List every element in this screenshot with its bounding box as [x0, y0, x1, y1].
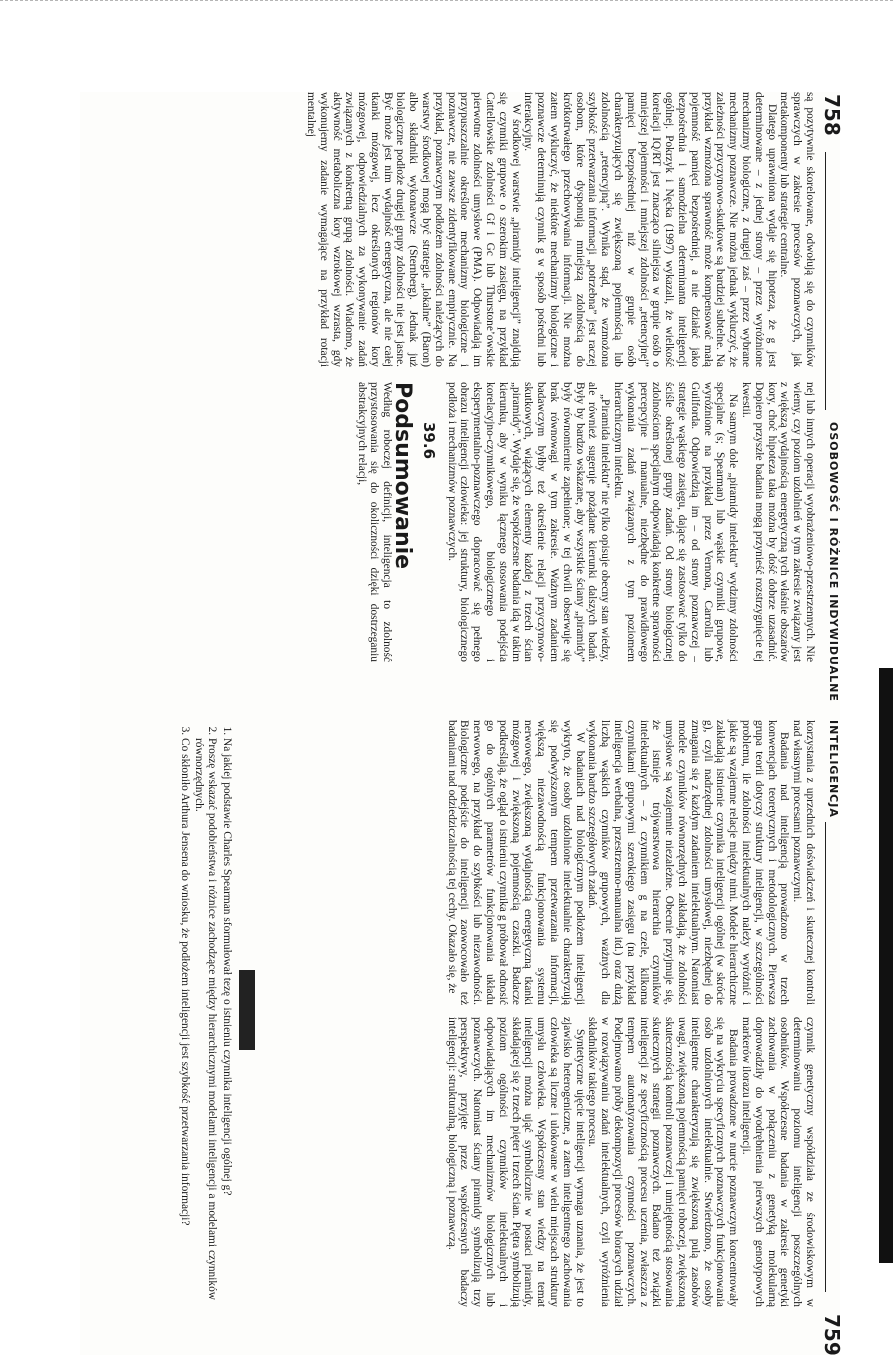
- right-page-column-1: [445, 720, 816, 1005]
- scan-edge: [0, 0, 893, 2]
- page-number-left: 758: [820, 94, 844, 136]
- paragraph: Według roboczej definicji, inteligencja to zdolność przystosowania się do okoliczności dzięki dostrzeganiu abstrakcyjnych relacji,: [355, 382, 394, 662]
- paragraph: W środkowej warstwie „piramidy inteligencji” znajdują się czynniki grupowe o szerokim zasięgu, na przykład Cattellowskie zdolności Gf i Gc lub Thurstone’owskie pierwotne zdolności umysłowe (PMA). Odpowiadają im przypuszczalnie określone mechanizmy biologiczne i poznawcze, nie zawsze zidentyfikowane empirycznie. Na przykład, poznawczym podłożem zdolności należących do warstwy środkowej mogą być strategie „lokalne” (Baron) albo składniki wykonawcze (Sternberg). Jednak już biologiczne podłoże drugiej grupy zdolności nie jest jasne. Być może jest nim wydajność energetyczna, ale nie całej tkanki mózgowej, lecz określonych regionów kory mózgowej, odpowiedzialnych za wykonywanie zadań związanych z konkretną grupą zdolności. Wiadomo, że aktywność metaboliczna kory wzrokowej wzrasta, gdy wykonujemy zadanie wymagające na przykład rotacji mentalnej: [304, 92, 522, 367]
- review-questions: [176, 720, 255, 1300]
- page-number-right: 759: [820, 1314, 844, 1356]
- paragraph: Dlatego uprawniona wydaje się hipoteza, że g jest determinowane – z jednej strony – przez wyróżnione mechanizmy biologiczne, z drugiej zaś – przez wybrane mechanizmy poznawcze. Nie można jednak wykluczyć, że zależności przyczynowo-skutkowe są bardziej subtelne. Na przykład wzmożona sprawność może kompensować małą pojemność pamięci bezpośredniej, a nie działać jako bezpośrednia i samodzielna determinanta inteligencji ogólnej. Pokrzyk i Nęcka (1997) wykazali, że wielkość korelacji IQ/RT jest znacząco silniejsza w grupie osób o mniejszej pojemności i mniejszej zdolności „retencyjnej” pamięci bezpośredniej niż w grupie osób charakteryzujących się zwiększoną pojemnością lub zdolnością „retencyjną”. Wynika stąd, że wzmożona szybkość przetwarzania informacji „potrzebna” jest raczej osobom, które dysponują mniejszą zdolnością do krótkotrwałego przechowywania informacji. Nie można zatem wykluczyć, że niektóre mechanizmy biologiczne i poznawcze determinują czynnik g w sposób pośredni lub interakcyjny.: [522, 92, 778, 367]
- paragraph: Badania prowadzone w nurcie poznawczym koncentrowały się na wykryciu specyficznych poznawczych funkcjonowania osób uzdolnionych intelektualnie. Stwierdzono, że osoby inteligentne charakteryzują się zwiększoną pulą zasobów uwagi, zwiększoną pojemnością pamięci roboczej, zwiększoną skutecznością kontroli poznawczej i umiejętnością stosowania skutecznych strategii poznawczych. Badano też związki inteligencji ze specyficznością procesu uczenia, zwłaszcza z tempem automatyzowania czynności poznawczych. Podejmowano próby dekompozycji procesów bioracych udział w rozwiązywaniu zadań intelektualnych, czyli wyróżnienia składników takiego procesu.: [586, 1017, 740, 1307]
- left-page-column-2: [355, 382, 816, 662]
- right-page-column-2: [445, 1017, 816, 1307]
- running-head-right: INTELIGENCJA: [827, 720, 840, 818]
- paragraph: Badania nad inteligencją prowadzono w trzech konwencjach teoretycznych i metodologicznych. Pierwsza grupa teorii dotyczy struktury inteligencji, w szczególności problemu, ile zdolności intelektualnych należy wyróżnić i jakie są wzajemne relacje między nimi. Modele hierarchiczne zakładają istnienie czynnika inteligencji ogólnej (w skrócie g), czyli nadrzędnej zdolności umysłowej, niezbędnej do zmagania się z każdym zadaniem intelektualnym. Natomiast modele czynników równorzędnych zakładają, że zdolności umysłowe są wzajemnie niezależne. Obecnie przyjmuje się, że istnieje trójwarstwowa hierarchia czynników intelektualnych – z czynnikiem g na czele, kilkoma czynnikami grupowymi szerokiego zasięgu (na przykład inteligencja werbalna, przestrzenno-manualna itd.) oraz dużą liczbą wąskich czynników grupowych, ważnych dla wykonania bardzo szczegółowych zadań.: [586, 720, 791, 1005]
- running-head-left: OSOBOWOŚĆ I RÓŻNICE INDYWIDUALNE: [827, 422, 840, 702]
- paragraph: Na samym dole „piramidy intelektu” wydzimy zdolności specjalne (s; Spearman) lub wąskie czynniki grupowe, wyróżnione na przykład przez Vernona, Carrolla lub Guilforda. Odpowiedzią im – od strony poznawczej – strategie wąskiego zasięgu, dające się zastosować tylko do ściśle określonej grupy zadań. Od strony biologicznej zdolnościom specjalnym odpowiadają konkretne sprawności percepcyjne i manualne, niezbędne do prawidłowego wykonania zadań związanych z tym poziomem hierarchicznym intelektu.: [612, 382, 740, 662]
- section-number: 39.6: [419, 422, 438, 460]
- paragraph: „Piramida intelektu” nie tylko opisuje obecny stan wiedzy, ale również sugeruje pożądane kierunki dalszych badań. Były by bardzo wskazane, aby wszystkie ściany „piramidy” były równomiernie zapełnione; w tej chwili obserwuje się brak równowagi w tym zakresie. Ważnym zadaniem badawczym byłby też określenie relacji przyczynowo-skutkowych, wiążących elementy każdej z trzech ścian „piramidy”. Wydaje się, że współczesne badania idą w takim kierunku, aby w wyniku łącznego stosowania podejścia korelacyjno-czynnikowego, biologicznego i eksperymentalno-poznawczego dopracować się pełnego obrazu inteligencji człowieka: jej struktury, biologicznego podłoża i mechanizmów poznawczych.: [445, 382, 612, 662]
- paragraph: są pozytywnie skorelowane, odwołują się do czynników sprawczych w zakresie procesów poznawczych, jak metakomponenty lub strategie centralne.: [778, 92, 816, 367]
- question-item: 1. Na jakiej podstawie Charles Spearman sformułował tezę o istnieniu czynnika inteligencji ogólnej g?: [220, 738, 233, 1300]
- question-item: 2. Proszę wskazać podobieństwa i różnice zachodzące między hierarchicznymi modelami inteligencji a modelami czynników równorzędnych.: [193, 738, 219, 1300]
- paragraph: Syntetyczne ujęcie inteligencji wymaga uznania, że jest to zjawisko heterogeniczne, a zatem inteligentnego zachowania człowieka są liczne i ulokowane w wielu miejscach struktury umysłu człowieka. Współczesny stan wiedzy na temat inteligencji można ująć symbolicznie w postaci piramidy, składającej się z trzech pięter i trzech ścian. Piętra symbolizują poziom ogólności czynników intelektualnych i odpowiadających im mechanizmów biologicznych lub poznawczych. Natomiast ściany piramidy symbolizują trzy perspektywy, przyjęte przez współczesnych badaczy inteligencji: strukturalną, biologiczną i poznawczą.: [445, 1017, 586, 1307]
- questions-list: [178, 720, 233, 1300]
- scan-binding-shadow: [879, 668, 893, 1263]
- section-title: Podsumowanie: [390, 382, 416, 570]
- paragraph: W badaniach nad biologicznym podłożem inteligencji wykryto, że osoby uzdolnione intelektualnie charakteryzują się podwyższonym tempem przetwarzania informacji, większą niezawodnością funkcjonowania systemu nerwowego, zwiększoną wydajnością energetyczną tkanki mózgowej i zwiększoną pojemnością czaszki. Badacze podkreślają, że ogląd o istnieniu czynnika g próbował odnosić go do ogólnych parametrów funkcjonowania układu nerwowego, na przykład do szybkości lub niezawodności. Biologiczne podejście do inteligencji zaowocowało też badaniami nad odziedziczalnością tej cechy. Okazało się, że: [445, 720, 586, 1005]
- paragraph: korzystania z uprzednich doświadczeń i skutecznej kontroli nad własnymi procesami poznawczymi.: [791, 720, 816, 1005]
- header-rule-left: [825, 152, 826, 410]
- book-spread: [80, 92, 844, 1356]
- paragraph: nej lub innych operacji wyobrażeniowo-przestrzennych. Nie wiemy, czy poziom uzdolnień w tym zakresie związany jest z większą wydajnością energetyczną tych właśnie obszarów kory, choć hipoteza taka można by dość dobrze uzasadnić. Dopiero przyszłe badania mogą przynieść rozstrzygnięcie tej kwestii.: [740, 382, 816, 662]
- left-page-column-1: [304, 92, 816, 367]
- questions-label-bar: [239, 970, 255, 1050]
- paragraph: czynnik genetyczny współdziała ze środowiskowym w determinowaniu poziomu inteligencji poszczególnych osobników. Współczesne badania w zakresie genetyki zachowania w połączeniu z genetyką molekularną doprowadziły do wyodrębnienia pierwszych genotypowych markerów ilorazu inteligencji.: [740, 1017, 816, 1307]
- header-rule-right: [825, 822, 826, 1292]
- question-item: 3. Co skłoniło Arthura Jensena do wniosku, że podłożem inteligencji jest szybkość przetwarzania informacji?: [178, 738, 191, 1300]
